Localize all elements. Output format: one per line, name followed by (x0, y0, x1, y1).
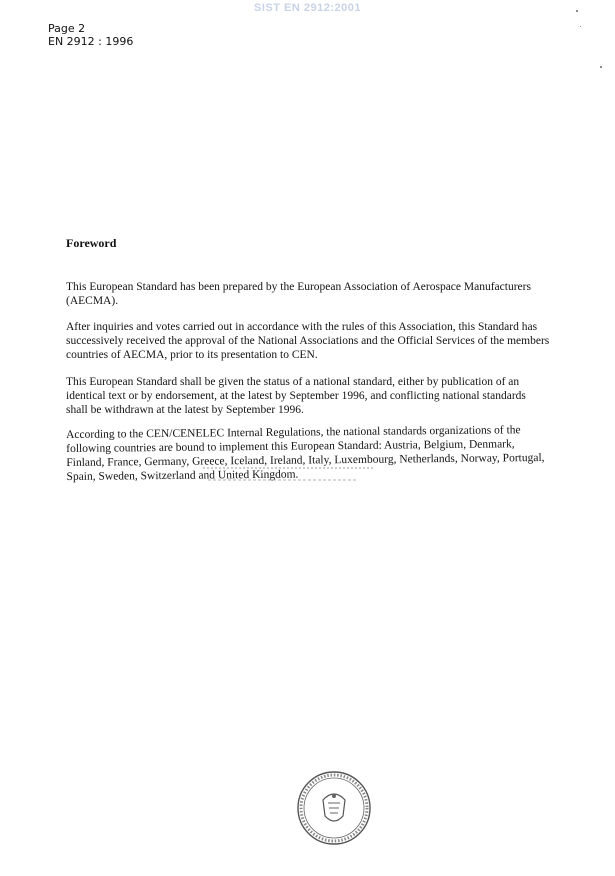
scan-speck (580, 26, 581, 27)
scan-bleedthrough (158, 462, 388, 488)
official-seal-icon (296, 770, 372, 846)
scan-speck (600, 66, 602, 68)
page-number: Page 2 (48, 22, 86, 35)
foreword-paragraph-1: This European Standard has been prepared by the European Association of Aerospace Manufacturers (AECMA). (66, 281, 531, 307)
foreword-paragraph-4: According to the CEN/CENELEC Internal Regulations, the national standards organizations of the following countries are bound to implement this European Standard: Austria, Belgium, Denmark, Finland, France, Germany, Greece, Iceland, Ireland, Italy, Luxembourg, Netherlands, Norway, Portugal, Spain, Sweden, Switzerland and United Kingdom. (66, 424, 545, 483)
foreword-heading: Foreword (66, 236, 117, 250)
foreword-paragraph-2: After inquiries and votes carried out in accordance with the rules of this Association, this Standard has successively received the approval of the National Associations and the Official Services of the members countries of AECMA, prior to its presentation to CEN. (66, 321, 550, 361)
scan-speck (576, 10, 578, 12)
bleedthrough-marks (158, 462, 388, 488)
standard-number: EN 2912 : 1996 (48, 35, 134, 48)
foreword-paragraph-3: This European Standard shall be given the status of a national standard, either by publication of an identical text or by endorsement, at the latest by September 1996, and conflicting national standards shall be withdrawn at the latest by September 1996. (66, 376, 526, 416)
watermark: SIST EN 2912:2001 (254, 2, 361, 14)
